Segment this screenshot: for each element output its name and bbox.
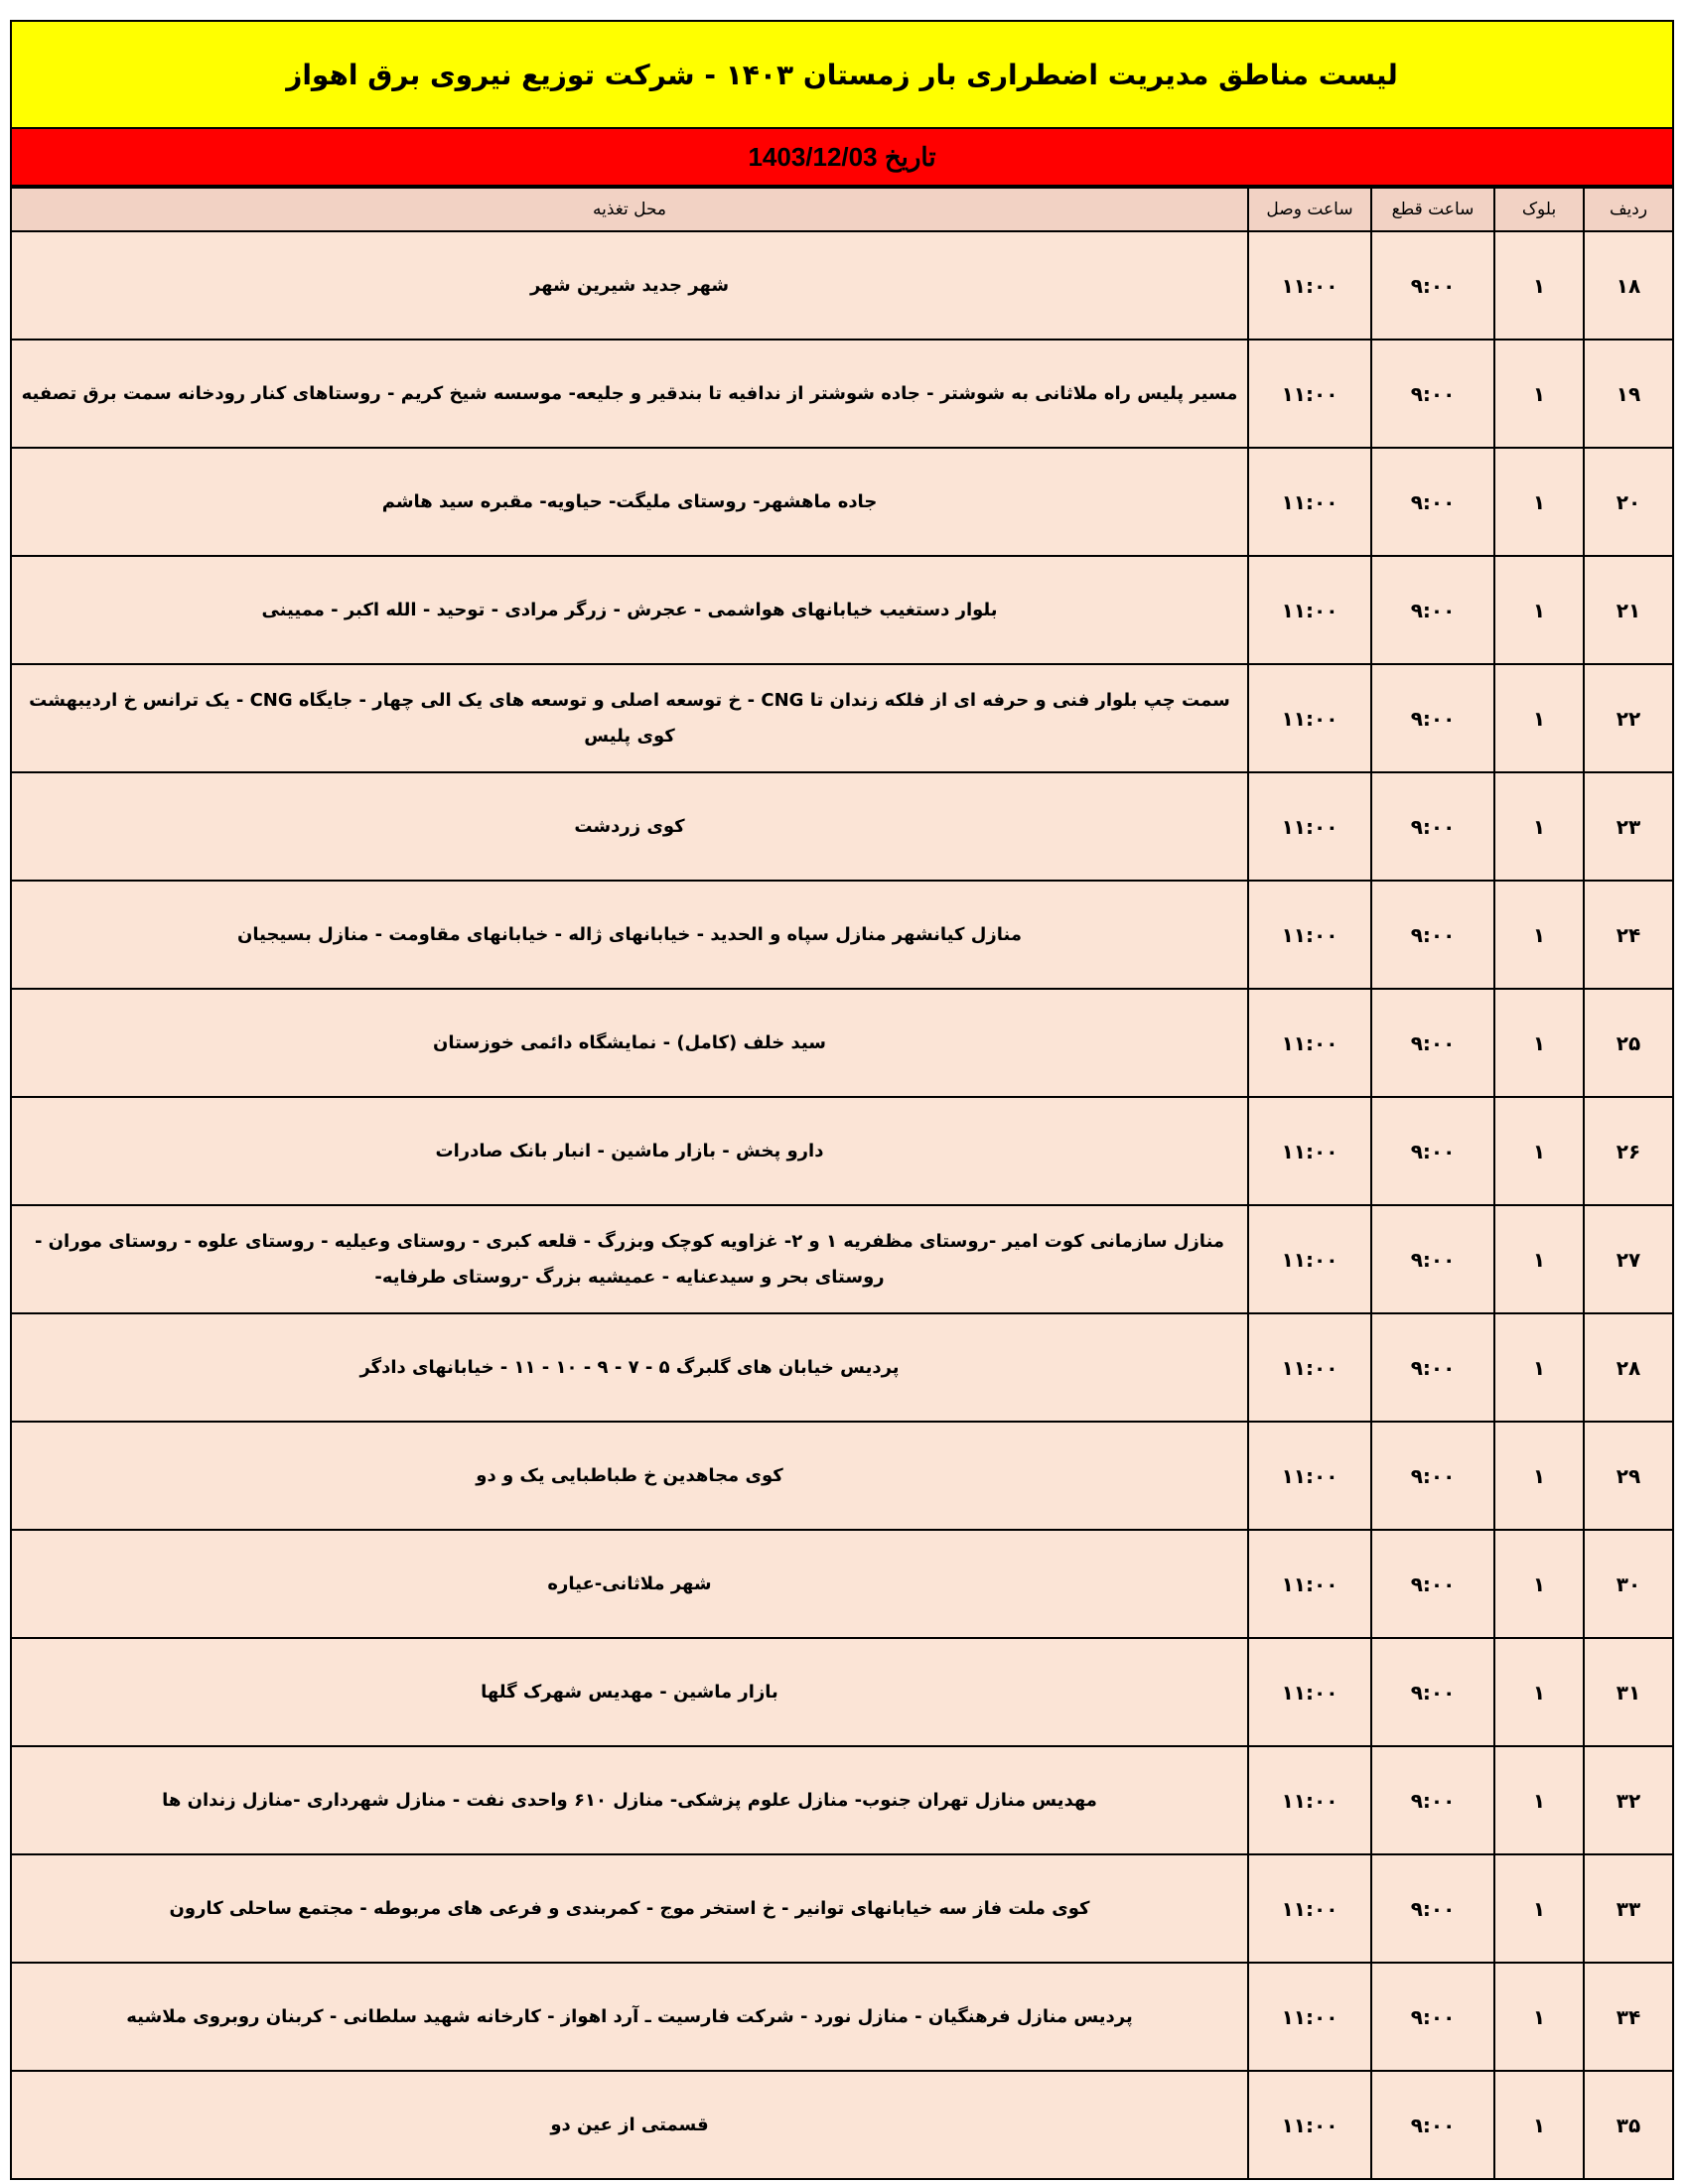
block-cell: ۱	[1494, 1313, 1584, 1422]
column-header-block: بلوک	[1494, 188, 1584, 231]
row-number-cell: ۲۳	[1584, 772, 1673, 881]
row-number-cell: ۲۲	[1584, 664, 1673, 772]
cut-time-cell: ۹:۰۰	[1371, 1638, 1494, 1746]
block-cell: ۱	[1494, 989, 1584, 1097]
row-number-cell: ۳۴	[1584, 1963, 1673, 2071]
connect-time-cell: ۱۱:۰۰	[1248, 556, 1371, 664]
block-cell: ۱	[1494, 448, 1584, 556]
block-cell: ۱	[1494, 881, 1584, 989]
row-number-cell: ۳۳	[1584, 1854, 1673, 1963]
cut-time-cell: ۹:۰۰	[1371, 664, 1494, 772]
location-cell: بازار ماشین - مهدیس شهرک گلها	[11, 1638, 1248, 1746]
connect-time-cell: ۱۱:۰۰	[1248, 231, 1371, 340]
cut-time-cell: ۹:۰۰	[1371, 448, 1494, 556]
block-cell: ۱	[1494, 340, 1584, 448]
column-header-row: ردیف	[1584, 188, 1673, 231]
table-row	[11, 989, 1673, 1097]
block-cell: ۱	[1494, 1746, 1584, 1854]
table-row	[11, 231, 1673, 340]
location-cell: قسمتی از عین دو	[11, 2071, 1248, 2179]
table-row	[11, 1097, 1673, 1205]
connect-time-cell: ۱۱:۰۰	[1248, 1746, 1371, 1854]
page-title: لیست مناطق مدیریت اضطراری بار زمستان ۱۴۰۳ - شرکت توزیع نیروی برق اهواز	[10, 20, 1674, 129]
row-number-cell: ۲۵	[1584, 989, 1673, 1097]
date-banner: تاریخ 1403/12/03	[10, 129, 1674, 187]
cut-time-cell: ۹:۰۰	[1371, 1963, 1494, 2071]
row-number-cell: ۲۰	[1584, 448, 1673, 556]
table-row	[11, 2071, 1673, 2179]
column-header-connect-time: ساعت وصل	[1248, 188, 1371, 231]
row-number-cell: ۲۷	[1584, 1205, 1673, 1313]
cut-time-cell: ۹:۰۰	[1371, 1205, 1494, 1313]
table-row	[11, 772, 1673, 881]
connect-time-cell: ۱۱:۰۰	[1248, 448, 1371, 556]
row-number-cell: ۱۸	[1584, 231, 1673, 340]
location-cell: شهر ملاثانی-عیاره	[11, 1530, 1248, 1638]
column-header-location: محل تغذیه	[11, 188, 1248, 231]
row-number-cell: ۳۵	[1584, 2071, 1673, 2179]
location-cell: جاده ماهشهر- روستای ملیگت- حیاویه- مقبره سید هاشم	[11, 448, 1248, 556]
cut-time-cell: ۹:۰۰	[1371, 1530, 1494, 1638]
block-cell: ۱	[1494, 2071, 1584, 2179]
cut-time-cell: ۹:۰۰	[1371, 1422, 1494, 1530]
block-cell: ۱	[1494, 1205, 1584, 1313]
row-number-cell: ۲۹	[1584, 1422, 1673, 1530]
block-cell: ۱	[1494, 1963, 1584, 2071]
cut-time-cell: ۹:۰۰	[1371, 556, 1494, 664]
connect-time-cell: ۱۱:۰۰	[1248, 881, 1371, 989]
connect-time-cell: ۱۱:۰۰	[1248, 664, 1371, 772]
table-row	[11, 881, 1673, 989]
connect-time-cell: ۱۱:۰۰	[1248, 1422, 1371, 1530]
cut-time-cell: ۹:۰۰	[1371, 881, 1494, 989]
block-cell: ۱	[1494, 1854, 1584, 1963]
location-cell: سمت چپ بلوار فنی و حرفه ای از فلکه زندان تا CNG - خ توسعه اصلی و توسعه های یک الی چهار - جایگاه CNG - یک ترانس خ اردیبهشت کوی پلیس	[11, 664, 1248, 772]
connect-time-cell: ۱۱:۰۰	[1248, 1963, 1371, 2071]
table-row	[11, 340, 1673, 448]
connect-time-cell: ۱۱:۰۰	[1248, 1638, 1371, 1746]
row-number-cell: ۲۴	[1584, 881, 1673, 989]
table-row	[11, 556, 1673, 664]
connect-time-cell: ۱۱:۰۰	[1248, 1205, 1371, 1313]
block-cell: ۱	[1494, 664, 1584, 772]
location-cell: سید خلف (کامل) - نمایشگاه دائمی خوزستان	[11, 989, 1248, 1097]
cut-time-cell: ۹:۰۰	[1371, 1313, 1494, 1422]
page	[10, 20, 1674, 2180]
table-row	[11, 1205, 1673, 1313]
cut-time-cell: ۹:۰۰	[1371, 989, 1494, 1097]
table-row	[11, 1530, 1673, 1638]
table-row	[11, 448, 1673, 556]
cut-time-cell: ۹:۰۰	[1371, 2071, 1494, 2179]
block-cell: ۱	[1494, 772, 1584, 881]
table-row	[11, 1638, 1673, 1746]
cut-time-cell: ۹:۰۰	[1371, 1097, 1494, 1205]
cut-time-cell: ۹:۰۰	[1371, 772, 1494, 881]
block-cell: ۱	[1494, 556, 1584, 664]
row-number-cell: ۲۶	[1584, 1097, 1673, 1205]
connect-time-cell: ۱۱:۰۰	[1248, 340, 1371, 448]
location-cell: کوی زردشت	[11, 772, 1248, 881]
row-number-cell: ۳۰	[1584, 1530, 1673, 1638]
location-cell: مسیر پلیس راه ملاثانی به شوشتر - جاده شوشتر از ندافیه تا بندقیر و جلیعه- موسسه شیخ کریم - روستاهای کنار رودخانه سمت برق تصفیه	[11, 340, 1248, 448]
outage-table	[10, 187, 1674, 2180]
row-number-cell: ۱۹	[1584, 340, 1673, 448]
row-number-cell: ۲۸	[1584, 1313, 1673, 1422]
cut-time-cell: ۹:۰۰	[1371, 1854, 1494, 1963]
location-cell: پردیس منازل فرهنگیان - منازل نورد - شرکت فارسیت ـ آرد اهواز - کارخانه شهید سلطانی - کربنان روبروی ملاشیه	[11, 1963, 1248, 2071]
location-cell: کوی مجاهدین خ طباطبایی یک و دو	[11, 1422, 1248, 1530]
table-row	[11, 1746, 1673, 1854]
table-row	[11, 1854, 1673, 1963]
connect-time-cell: ۱۱:۰۰	[1248, 772, 1371, 881]
table-row	[11, 664, 1673, 772]
connect-time-cell: ۱۱:۰۰	[1248, 2071, 1371, 2179]
connect-time-cell: ۱۱:۰۰	[1248, 1854, 1371, 1963]
cut-time-cell: ۹:۰۰	[1371, 1746, 1494, 1854]
block-cell: ۱	[1494, 231, 1584, 340]
connect-time-cell: ۱۱:۰۰	[1248, 1530, 1371, 1638]
row-number-cell: ۳۱	[1584, 1638, 1673, 1746]
location-cell: شهر جدید شیرین شهر	[11, 231, 1248, 340]
block-cell: ۱	[1494, 1638, 1584, 1746]
row-number-cell: ۳۲	[1584, 1746, 1673, 1854]
location-cell: منازل کیانشهر منازل سپاه و الحدید - خیابانهای ژاله - خیابانهای مقاومت - منازل بسیجیان	[11, 881, 1248, 989]
location-cell: بلوار دستغیب خیابانهای هواشمی - عجرش - زرگر مرادی - توحید - الله اکبر - ممیینی	[11, 556, 1248, 664]
table-header-row	[11, 188, 1673, 231]
column-header-cut-time: ساعت قطع	[1371, 188, 1494, 231]
table-row	[11, 1963, 1673, 2071]
table-row	[11, 1422, 1673, 1530]
connect-time-cell: ۱۱:۰۰	[1248, 1097, 1371, 1205]
connect-time-cell: ۱۱:۰۰	[1248, 1313, 1371, 1422]
location-cell: کوی ملت فاز سه خیابانهای توانیر - خ استخر موج - کمربندی و فرعی های مربوطه - مجتمع ساحلی کارون	[11, 1854, 1248, 1963]
location-cell: پردیس خیابان های گلبرگ ۵ - ۷ - ۹ - ۱۰ - ۱۱ - خیابانهای دادگر	[11, 1313, 1248, 1422]
row-number-cell: ۲۱	[1584, 556, 1673, 664]
connect-time-cell: ۱۱:۰۰	[1248, 989, 1371, 1097]
block-cell: ۱	[1494, 1422, 1584, 1530]
location-cell: مهدیس منازل تهران جنوب- منازل علوم پزشکی- منازل ۶۱۰ واحدی نفت - منازل شهرداری -منازل زندان ها	[11, 1746, 1248, 1854]
block-cell: ۱	[1494, 1530, 1584, 1638]
cut-time-cell: ۹:۰۰	[1371, 340, 1494, 448]
cut-time-cell: ۹:۰۰	[1371, 231, 1494, 340]
location-cell: منازل سازمانی کوت امیر -روستای مظفریه ۱ و ۲- غزاویه کوچک وبزرگ - قلعه کبری - روستای وعیلیه - روستای علوه - روستای موران - روستای بحر و سیدعنایه - عمیشیه بزرگ -روستای طرفایه-	[11, 1205, 1248, 1313]
table-row	[11, 1313, 1673, 1422]
location-cell: دارو پخش - بازار ماشین - انبار بانک صادرات	[11, 1097, 1248, 1205]
block-cell: ۱	[1494, 1097, 1584, 1205]
